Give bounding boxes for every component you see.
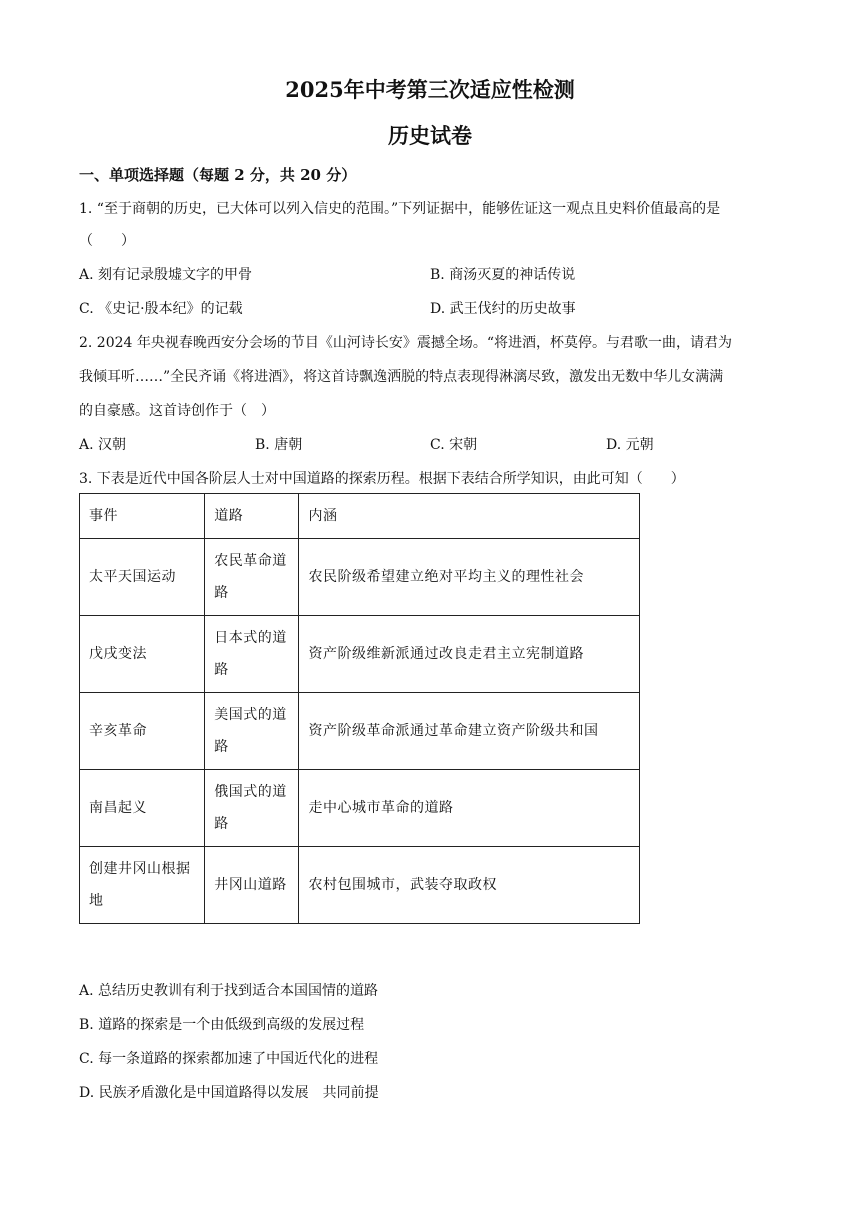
question-2-stem-line-2: 我倾耳听……”全民齐诵《将进酒》，将这首诗飘逸洒脱的特点表现得淋漓尽致，激发出无数中华儿女满满 bbox=[79, 369, 724, 385]
table-row bbox=[80, 847, 640, 924]
exam-title: 2025年中考第三次适应性检测 bbox=[285, 77, 575, 102]
question-1-option-b: B. 商汤灭夏的神话传说 bbox=[430, 267, 576, 283]
question-3-option-a: A. 总结历史教训有利于找到适合本国国情的道路 bbox=[79, 983, 379, 999]
question-3-option-d: D. 民族矛盾激化是中国道路得以发展 共同前提 bbox=[79, 1085, 379, 1101]
table-header-cell: 道路 bbox=[205, 494, 299, 539]
table-cell-meaning: 资产阶级维新派通过改良走君主立宪制道路 bbox=[299, 616, 640, 693]
table-cell-road: 农民革命道路 bbox=[205, 539, 299, 616]
table-cell-event: 创建井冈山根据地 bbox=[80, 847, 205, 924]
table-cell-event: 太平天国运动 bbox=[80, 539, 205, 616]
table-cell-event: 辛亥革命 bbox=[80, 693, 205, 770]
question-2-option-a: A. 汉朝 bbox=[79, 437, 127, 453]
exam-subtitle: 历史试卷 bbox=[388, 123, 472, 148]
table-header-cell: 事件 bbox=[80, 494, 205, 539]
table-cell-meaning: 资产阶级革命派通过革命建立资产阶级共和国 bbox=[299, 693, 640, 770]
table-header-cell: 内涵 bbox=[299, 494, 640, 539]
question-3-option-b: B. 道路的探索是一个由低级到高级的发展过程 bbox=[79, 1017, 365, 1033]
question-1-stem: 1. “至于商朝的历史，已大体可以列入信史的范围。”下列证据中，能够佐证这一观点且史料价值最高的是 bbox=[79, 201, 721, 217]
question-3-stem: 3. 下表是近代中国各阶层人士对中国道路的探索历程。根据下表结合所学知识，由此可知（ ） bbox=[79, 471, 685, 487]
road-exploration-table bbox=[79, 493, 640, 924]
question-1-option-d: D. 武王伐纣的历史故事 bbox=[430, 301, 576, 317]
table-row bbox=[80, 770, 640, 847]
table-row bbox=[80, 539, 640, 616]
question-1-option-a: A. 刻有记录殷墟文字的甲骨 bbox=[79, 267, 253, 283]
question-2-option-c: C. 宋朝 bbox=[430, 437, 478, 453]
table-cell-meaning: 农村包围城市，武装夺取政权 bbox=[299, 847, 640, 924]
question-1-answer-blank: （ ） bbox=[79, 233, 135, 249]
table-header-row bbox=[80, 494, 640, 539]
table-cell-event: 南昌起义 bbox=[80, 770, 205, 847]
question-1-option-c: C. 《史记·殷本纪》的记载 bbox=[79, 301, 243, 317]
section-heading: 一、单项选择题（每题 2 分，共 20 分） bbox=[79, 166, 357, 184]
question-2-option-b: B. 唐朝 bbox=[255, 437, 303, 453]
table-row bbox=[80, 693, 640, 770]
table-cell-road: 美国式的道路 bbox=[205, 693, 299, 770]
table-cell-road: 俄国式的道路 bbox=[205, 770, 299, 847]
question-2-option-d: D. 元朝 bbox=[606, 437, 654, 453]
table-cell-meaning: 走中心城市革命的道路 bbox=[299, 770, 640, 847]
question-2-stem-line-1: 2. 2024 年央视春晚西安分会场的节目《山河诗长安》震撼全场。“将进酒，杯莫停。与君歌一曲，请君为 bbox=[79, 335, 733, 351]
question-3-option-c: C. 每一条道路的探索都加速了中国近代化的进程 bbox=[79, 1051, 379, 1067]
table-cell-road: 井冈山道路 bbox=[205, 847, 299, 924]
question-2-stem-line-3: 的自豪感。这首诗创作于（ ） bbox=[79, 403, 275, 419]
table-cell-meaning: 农民阶级希望建立绝对平均主义的理性社会 bbox=[299, 539, 640, 616]
table-cell-event: 戊戌变法 bbox=[80, 616, 205, 693]
table-cell-road: 日本式的道路 bbox=[205, 616, 299, 693]
table-row bbox=[80, 616, 640, 693]
